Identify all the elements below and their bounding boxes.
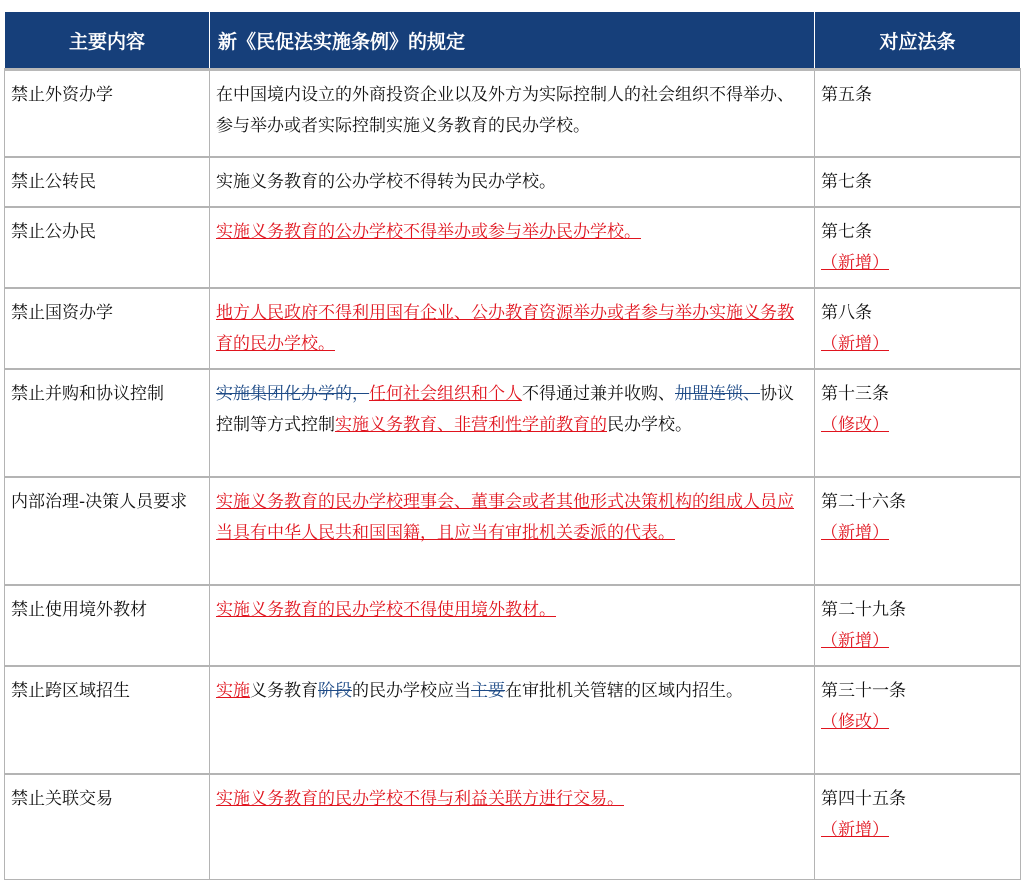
row-article (815, 288, 1021, 369)
table-row (5, 369, 1021, 477)
table-row (5, 774, 1021, 880)
article-number: 第二十六条 (821, 491, 906, 512)
article-number: 第七条 (821, 171, 872, 192)
article-number: 第五条 (821, 85, 872, 105)
row-rule (210, 477, 815, 585)
table-row (5, 70, 1021, 157)
row-article (815, 666, 1021, 774)
rule-text: 义务教育 (250, 680, 318, 701)
rule-text: 民办学校。 (607, 414, 692, 435)
row-topic: 禁止使用境外教材 (5, 585, 210, 666)
change-tag: （新增） (821, 252, 889, 273)
table-row (5, 585, 1021, 666)
rule-added-text: 任何社会组织和个人 (369, 383, 522, 404)
rule-deleted-text: 加盟连锁、 (675, 383, 760, 404)
row-rule (210, 585, 815, 666)
row-rule (210, 157, 815, 207)
row-topic: 禁止国资办学 (5, 288, 210, 369)
rule-added-text: 实施义务教育的民办学校不得使用境外教材。 (216, 599, 556, 620)
header-regulation: 新《民促法实施条例》的规定 (210, 12, 815, 70)
article-number: 第三十一条 (821, 680, 906, 701)
row-article (815, 70, 1021, 157)
article-number: 第七条 (821, 221, 872, 242)
row-topic: 禁止公转民 (5, 157, 210, 207)
row-topic: 禁止外资办学 (5, 70, 210, 157)
table-row (5, 157, 1021, 207)
rule-deleted-text: 实施集团化办学的， (216, 383, 369, 404)
table-row (5, 666, 1021, 774)
row-article (815, 585, 1021, 666)
table-row (5, 207, 1021, 288)
change-tag: （新增） (821, 522, 889, 543)
rule-text: 实施义务教育的公办学校不得转为民办学校。 (216, 171, 556, 192)
rule-deleted-text: 主要 (471, 680, 505, 701)
rule-added-text: 实施 (216, 680, 250, 701)
rule-text: 在中国境内设立的外商投资企业以及外方为实际控制人的社会组织不得举办、参与举办或者实际控制实施义务教育的民办学校。 (216, 85, 794, 136)
rule-added-text: 实施义务教育、非营利性学前教育的 (335, 414, 607, 435)
row-rule (210, 774, 815, 880)
article-number: 第十三条 (821, 383, 889, 404)
change-tag: （修改） (821, 414, 889, 435)
rule-text: 在审批机关管辖的区域内招生。 (505, 680, 743, 701)
rule-deleted-text: 阶段 (318, 680, 352, 701)
rule-text: 不得通过兼并收购、 (522, 383, 675, 404)
rule-added-text: 实施义务教育的民办学校理事会、董事会或者其他形式决策机构的组成人员应当具有中华人民共和国国籍，且应当有审批机关委派的代表。 (216, 491, 794, 543)
rule-added-text: 实施义务教育的公办学校不得举办或参与举办民办学校。 (216, 221, 641, 242)
change-tag: （新增） (821, 819, 889, 840)
table-row (5, 477, 1021, 585)
change-tag: （新增） (821, 630, 889, 651)
row-rule (210, 369, 815, 477)
row-rule (210, 666, 815, 774)
row-article (815, 207, 1021, 288)
rule-added-text: 地方人民政府不得利用国有企业、公办教育资源举办或者参与举办实施义务教育的民办学校。 (216, 302, 794, 354)
header-article: 对应法条 (815, 12, 1021, 70)
row-topic: 禁止并购和协议控制 (5, 369, 210, 477)
table-row (5, 288, 1021, 369)
row-rule (210, 288, 815, 369)
rule-added-text: 实施义务教育的民办学校不得与利益关联方进行交易。 (216, 788, 624, 809)
article-number: 第二十九条 (821, 599, 906, 620)
article-number: 第四十五条 (821, 788, 906, 809)
row-article (815, 774, 1021, 880)
rule-text: 的民办学校应当 (352, 680, 471, 701)
row-article (815, 157, 1021, 207)
row-article (815, 369, 1021, 477)
header-main-content: 主要内容 (5, 12, 210, 70)
change-tag: （修改） (821, 711, 889, 732)
row-rule (210, 70, 815, 157)
row-topic: 禁止跨区域招生 (5, 666, 210, 774)
change-tag: （新增） (821, 333, 889, 354)
table-header-row (5, 12, 1021, 70)
row-topic: 禁止关联交易 (5, 774, 210, 880)
row-article (815, 477, 1021, 585)
row-topic: 禁止公办民 (5, 207, 210, 288)
rule-text: 协议控制等方式控制 (216, 383, 794, 435)
article-number: 第八条 (821, 302, 872, 323)
regulation-table (4, 11, 1021, 880)
row-rule (210, 207, 815, 288)
row-topic: 内部治理-决策人员要求 (5, 477, 210, 585)
